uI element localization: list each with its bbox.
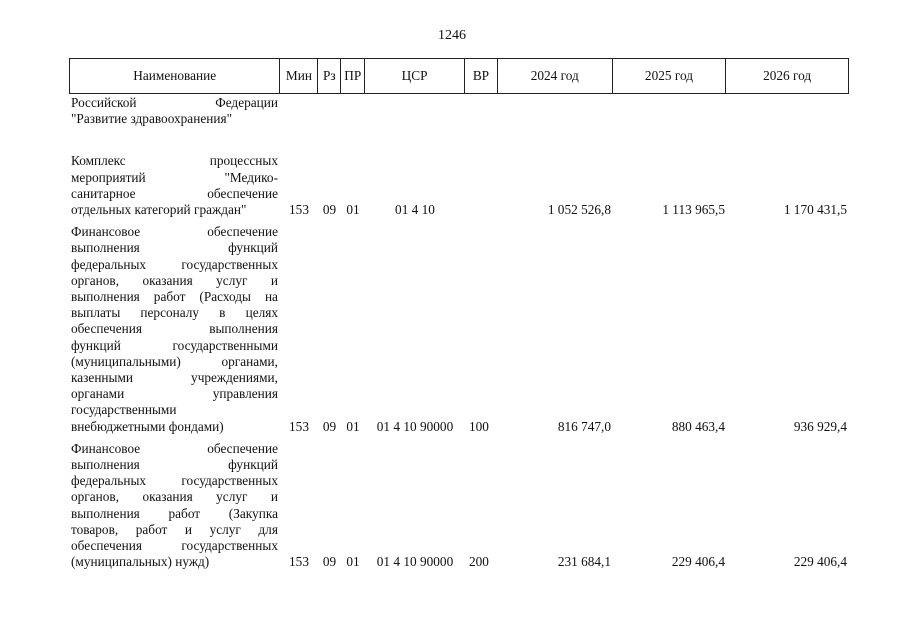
col-header-min: Мин — [280, 59, 318, 93]
row-name-line: органов, оказания услуг и — [71, 489, 278, 505]
cell-value-min: 153 — [289, 418, 309, 434]
row-name-line: Финансовое обеспечение — [71, 440, 278, 456]
row-name-line: товаров, работ и услуг для — [71, 521, 278, 537]
cell-value-vr: 200 — [469, 554, 489, 570]
cell-value-y2025: 1 113 965,5 — [662, 202, 725, 218]
cell-value-y2026: 1 170 431,5 — [783, 202, 847, 218]
cell-value-csr: 01 4 10 90000 — [376, 418, 454, 434]
row-cell-vr — [465, 224, 498, 435]
row-name-line: Финансовое обеспечение — [71, 224, 278, 240]
col-header-2026: 2026 год — [763, 68, 812, 83]
row-cell-vr — [465, 441, 498, 571]
row-cell-y2024 — [498, 441, 613, 571]
row-cell-csr — [365, 95, 465, 127]
row-cell-vr — [465, 95, 498, 127]
row-cell-rz — [318, 153, 341, 218]
row-cell-min — [280, 224, 318, 435]
row-name — [69, 441, 280, 571]
row-name — [69, 224, 280, 435]
table-row — [69, 224, 849, 435]
row-name-line: выполнения функций — [71, 240, 278, 256]
row-cell-min — [280, 153, 318, 218]
cell-value-y2025: 880 463,4 — [671, 418, 725, 434]
cell-value-rz: 09 — [322, 554, 337, 570]
cell-value-y2026: 229 406,4 — [793, 554, 847, 570]
row-name-line: обеспечения государственных — [71, 538, 278, 554]
row-cell-y2025 — [613, 153, 727, 218]
cell-value-y2025: 229 406,4 — [671, 554, 725, 570]
cell-value-rz: 09 — [322, 418, 337, 434]
row-cell-y2025 — [613, 95, 727, 127]
row-name-line: санитарное обеспечение — [71, 185, 278, 201]
row-spacer — [69, 127, 849, 153]
row-cell-y2025 — [613, 224, 727, 435]
cell-value-pr: 01 — [346, 202, 360, 218]
cell-value-pr: 01 — [346, 418, 360, 434]
row-name-line: федеральных государственных — [71, 256, 278, 272]
row-cell-csr — [365, 153, 465, 218]
row-name-line: федеральных государственных — [71, 473, 278, 489]
cell-value-y2024: 1 052 526,8 — [547, 202, 611, 218]
row-name-line: выполнения функций — [71, 457, 278, 473]
row-cell-y2024 — [498, 224, 613, 435]
cell-value-vr: 100 — [469, 418, 489, 434]
row-cell-pr — [341, 224, 365, 435]
row-cell-min — [280, 441, 318, 571]
row-cell-rz — [318, 441, 341, 571]
table-row — [69, 153, 849, 218]
cell-value-y2024: 816 747,0 — [557, 418, 611, 434]
row-name-line: органами управления — [71, 386, 278, 402]
row-cell-csr — [365, 441, 465, 571]
row-name-line: казенными учреждениями, — [71, 370, 278, 386]
row-cell-csr — [365, 224, 465, 435]
row-name-line: "Развитие здравоохранения" — [71, 111, 232, 127]
row-name-line: Комплекс процессных — [71, 153, 278, 169]
row-cell-min — [280, 95, 318, 127]
cell-value-rz: 09 — [322, 202, 337, 218]
col-header-rz: Рз — [318, 59, 341, 93]
row-cell-vr — [465, 153, 498, 218]
row-name-line: государственными — [71, 402, 177, 418]
row-name-line: Российской Федерации — [71, 95, 278, 110]
row-name-line: (муниципальных) нужд) — [71, 554, 210, 570]
row-name-line: выполнения работ (Расходы на — [71, 289, 278, 305]
cell-value-csr: 01 4 10 — [395, 202, 435, 218]
row-cell-y2024 — [498, 95, 613, 127]
row-cell-pr — [341, 95, 365, 127]
row-cell-rz — [318, 224, 341, 435]
row-cell-y2026 — [727, 95, 849, 127]
row-cell-y2026 — [727, 441, 849, 571]
row-name-line: органов, оказания услуг и — [71, 272, 278, 288]
table-header — [69, 58, 849, 94]
row-cell-pr — [341, 153, 365, 218]
col-header-name: Наименование — [70, 59, 280, 93]
row-name-line: выплаты персоналу в целях — [71, 305, 278, 321]
row-cell-pr — [341, 441, 365, 571]
table-row — [69, 441, 849, 571]
row-cell-y2026 — [727, 153, 849, 218]
col-header-pr: ПР — [341, 59, 365, 93]
table-row — [69, 95, 849, 127]
row-name-line: выполнения работ (Закупка — [71, 505, 278, 521]
row-name-line: мероприятий "Медико- — [71, 169, 278, 185]
row-cell-y2026 — [727, 224, 849, 435]
page-number: 1246 — [438, 28, 466, 43]
row-cell-y2025 — [613, 441, 727, 571]
cell-value-y2024: 231 684,1 — [557, 554, 611, 570]
cell-value-pr: 01 — [346, 554, 360, 570]
row-name-line: отдельных категорий граждан" — [71, 202, 247, 218]
cell-value-y2026: 936 929,4 — [793, 418, 847, 434]
col-header-vr: ВР — [465, 59, 498, 93]
row-name-line: функций государственными — [71, 337, 278, 353]
cell-value-csr: 01 4 10 90000 — [376, 554, 454, 570]
row-name-line: (муниципальными) органами, — [71, 353, 278, 369]
row-name-line: внебюджетными фондами) — [71, 418, 224, 434]
table-body — [69, 95, 849, 570]
row-name — [69, 95, 280, 127]
row-cell-rz — [318, 95, 341, 127]
cell-value-min: 153 — [289, 554, 309, 570]
row-name-line: обеспечения выполнения — [71, 321, 278, 337]
col-header-2024: 2024 год — [498, 59, 613, 93]
row-cell-y2024 — [498, 153, 613, 218]
col-header-csr: ЦСР — [365, 59, 465, 93]
row-name — [69, 153, 280, 218]
cell-value-min: 153 — [289, 202, 309, 218]
col-header-2025: 2025 год — [613, 59, 727, 93]
